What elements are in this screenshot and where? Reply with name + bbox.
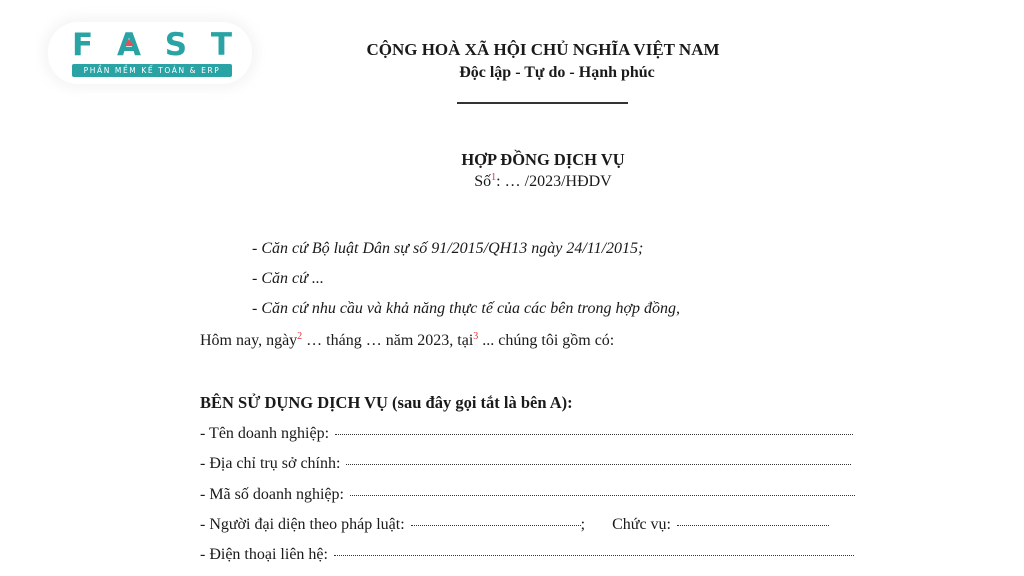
logo-letter-a: A [116, 27, 141, 63]
field-legal-representative[interactable]: - Người đại diện theo pháp luật: ; Chức vụ: [200, 516, 829, 534]
basis-line: - Căn cứ nhu cầu và khả năng thực tế của các bên trong hợp đồng, [252, 300, 680, 317]
field-contact-phone[interactable]: - Điện thoại liên hệ: [200, 546, 854, 564]
contract-title: HỢP ĐỒNG DỊCH VỤ [461, 150, 625, 169]
intro-line: Hôm nay, ngày$^2$ … tháng … năm 2023, tại$^3$ ... chúng tôi gồm có: [200, 331, 615, 349]
footnote-marker: 2 [297, 331, 303, 342]
header-divider [457, 102, 628, 104]
fill-in-blank[interactable] [335, 433, 853, 435]
party-a-heading: BÊN SỬ DỤNG DỊCH VỤ (sau đây gọi tắt là bên A): [200, 393, 573, 412]
field-business-code[interactable]: - Mã số doanh nghiệp: [200, 486, 855, 504]
basis-line: - Căn cứ Bộ luật Dân sự số 91/2015/QH13 ngày 24/11/2015; [252, 240, 644, 257]
field-head-office-address[interactable]: - Địa chỉ trụ sở chính: [200, 455, 851, 473]
field-company-name[interactable]: - Tên doanh nghiệp: [200, 425, 853, 443]
logo-letter: F [72, 27, 94, 63]
fill-in-blank[interactable] [350, 494, 855, 496]
footnote-marker: 1 [491, 172, 497, 183]
nation-heading: CỘNG HOÀ XÃ HỘI CHỦ NGHĨA VIỆT NAM [366, 40, 720, 59]
position-label: Chức vụ: [612, 516, 671, 533]
fill-in-blank[interactable] [334, 554, 854, 556]
logo-tagline: PHẦN MỀM KẾ TOÁN & ERP [72, 64, 232, 77]
logo-letter: S [164, 27, 188, 63]
footnote-marker: 3 [473, 331, 479, 342]
contract-number: Số$^1$: … /2023/HĐDV [474, 172, 612, 190]
fill-in-blank[interactable] [346, 463, 851, 465]
motto: Độc lập - Tự do - Hạnh phúc [459, 64, 655, 81]
basis-line: - Căn cứ ... [252, 270, 324, 287]
logo-letter: T [210, 27, 232, 63]
fill-in-blank[interactable] [677, 524, 829, 526]
fill-in-blank[interactable] [411, 524, 581, 526]
